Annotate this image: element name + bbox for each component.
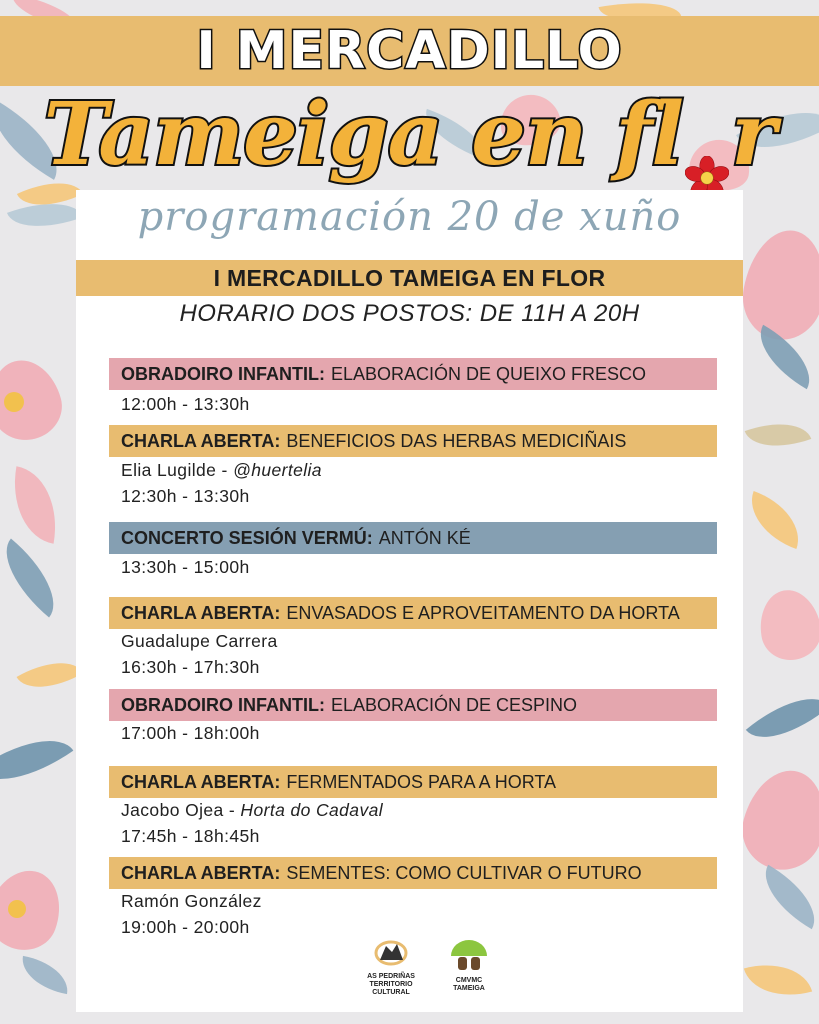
program-subtitle: programación 20 de xuño	[137, 194, 682, 240]
event-label: CHARLA ABERTA:	[121, 771, 281, 792]
red-flower-icon	[685, 120, 729, 164]
event-label: OBRADOIRO INFANTIL:	[121, 694, 325, 715]
script-title: Tameiga en fl r	[0, 84, 819, 194]
event-header	[109, 689, 717, 721]
main-title: I MERCADILLO	[196, 21, 623, 81]
event-time: 12:30h - 13:30h	[121, 486, 250, 506]
event-time: 17:45h - 18h:45h	[121, 826, 260, 846]
event-time: 12:00h - 13:30h	[121, 394, 250, 414]
event-header	[109, 425, 717, 457]
event-header	[109, 522, 717, 554]
top-banner	[0, 16, 819, 86]
event-speaker: Ramón González	[121, 891, 262, 911]
event-time: 17:00h - 18h:00h	[121, 723, 260, 743]
event-title: ANTÓN KÉ	[378, 527, 471, 548]
event-label: CHARLA ABERTA:	[121, 602, 281, 623]
section-banner	[76, 260, 743, 296]
event-speaker: Jacobo Ojea - Horta do Cadaval	[121, 800, 384, 820]
event-time: 19:00h - 20:00h	[121, 917, 250, 937]
tree-logo-icon: CMVMC TAMEIGA	[444, 938, 494, 1006]
event-title: FERMENTADOS PARA A HORTA	[286, 771, 557, 792]
pedrinas-logo-icon: AS PEDRIÑAS TERRITORIO CULTURAL	[366, 938, 416, 1006]
event-label: OBRADOIRO INFANTIL:	[121, 363, 325, 384]
sponsor-logos	[366, 938, 506, 1008]
event-title: SEMENTES: COMO CULTIVAR O FUTURO	[286, 862, 642, 883]
event-header	[109, 857, 717, 889]
event-header	[109, 766, 717, 798]
event-title: BENEFICIOS DAS HERBAS MEDICIÑAIS	[286, 430, 627, 451]
section-title: I MERCADILLO TAMEIGA EN FLOR	[213, 264, 606, 291]
event-header	[109, 358, 717, 390]
event-time: 16:30h - 17h:30h	[121, 657, 260, 677]
stall-hours: HORARIO DOS POSTOS: DE 11H A 20H	[179, 300, 640, 327]
event-label: CONCERTO SESIÓN VERMÚ:	[121, 527, 373, 548]
event-time: 13:30h - 15:00h	[121, 557, 250, 577]
event-title: ELABORACIÓN DE QUEIXO FRESCO	[331, 363, 647, 384]
event-label: CHARLA ABERTA:	[121, 862, 281, 883]
program-card	[76, 190, 743, 1012]
event-label: CHARLA ABERTA:	[121, 430, 281, 451]
event-title: ENVASADOS E APROVEITAMENTO DA HORTA	[286, 602, 680, 623]
event-title: ELABORACIÓN DE CESPINO	[331, 694, 578, 715]
event-header	[109, 597, 717, 629]
event-speaker: Guadalupe Carrera	[121, 631, 278, 651]
event-speaker: Elia Lugilde - @huertelia	[121, 460, 322, 480]
